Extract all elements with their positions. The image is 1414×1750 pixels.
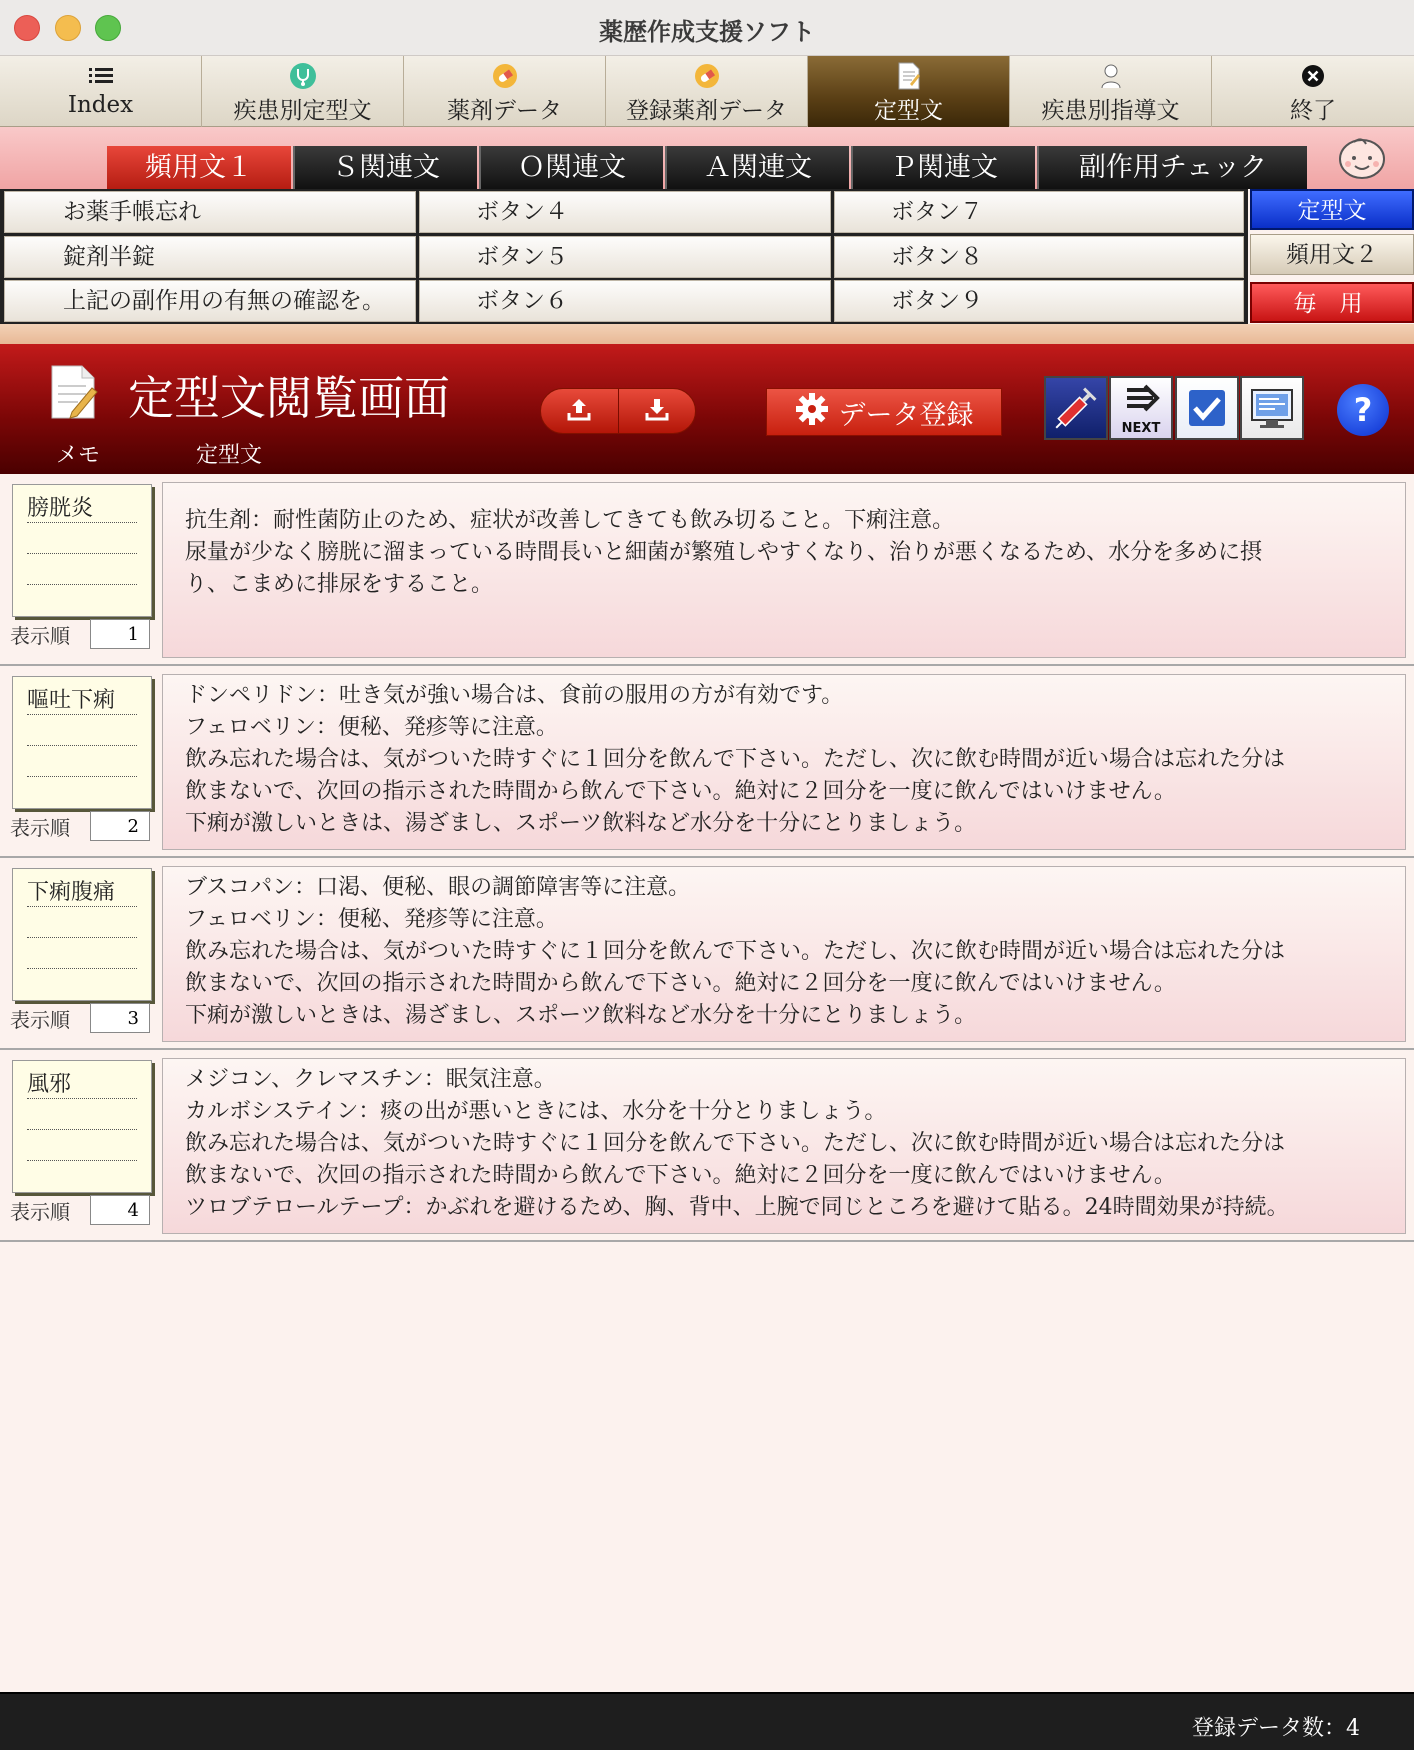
upload-button[interactable] [541, 389, 619, 433]
memo-title: 嘔吐下痢 [27, 688, 116, 713]
order-field[interactable]: 2 [90, 811, 150, 841]
document-icon [895, 62, 923, 90]
quick-button[interactable]: ボタン９ [834, 280, 1244, 322]
memo-line [27, 745, 137, 746]
quick-button[interactable]: ボタン６ [419, 280, 831, 322]
text-line: 飲まないで、次回の指示された時間から飲んで下さい。絶対に２回分を一度に飲んではいけません。 [185, 1163, 1176, 1188]
status-bar [0, 1692, 1414, 1750]
template-record [0, 666, 1414, 858]
nav-label: 疾患別指導文 [1041, 98, 1180, 124]
quick-button[interactable]: お薬手帳忘れ [4, 191, 416, 233]
quick-button[interactable]: ボタン８ [834, 236, 1244, 278]
text-line: メジコン、クレマスチン：眠気注意。 [185, 1067, 556, 1092]
text-line: 抗生剤：耐性菌防止のため、症状が改善してきても飲み切ること。下痢注意。 [185, 508, 955, 533]
pill-icon [693, 62, 721, 90]
text-line: 尿量が少なく膀胱に溜まっている時間長いと細菌が繁殖しやすくなり、治りが悪くなるため、水分を多めに摂 [185, 540, 1263, 565]
upload-icon [566, 396, 592, 426]
side-button-templates[interactable]: 定型文 [1250, 189, 1414, 230]
memo-line [27, 584, 137, 585]
order-label: 表示順 [10, 624, 70, 648]
order-label: 表示順 [10, 1200, 70, 1224]
template-column-label: 定型文 [196, 443, 263, 468]
syringe-button[interactable] [1044, 376, 1108, 440]
nav-label: 薬剤データ [447, 98, 562, 124]
check-button[interactable] [1175, 376, 1239, 440]
window-title: 薬歴作成支援ソフト [599, 18, 815, 46]
nav-exit[interactable] [1212, 56, 1414, 127]
close-icon [1299, 62, 1327, 90]
import-export-group [540, 388, 696, 434]
memo-note[interactable] [12, 1060, 152, 1193]
tab-o-related[interactable]: Ｏ関連文 [479, 146, 663, 189]
baby-face-icon[interactable] [1336, 136, 1388, 180]
order-field[interactable]: 1 [90, 619, 150, 649]
monitor-button[interactable] [1240, 376, 1304, 440]
nav-label: Index [67, 92, 134, 118]
download-button[interactable] [619, 389, 696, 433]
text-line: ツロブテロールテープ：かぶれを避けるため、胸、背中、上腕で同じところを避けて貼る。24時間効果が持続。 [185, 1195, 1289, 1220]
page-title: 定型文閲覧画面 [128, 371, 450, 425]
quick-button[interactable]: ボタン５ [419, 236, 831, 278]
nav-disease-guidance[interactable] [1010, 56, 1212, 127]
title-bar [0, 0, 1414, 56]
memo-line [27, 714, 137, 715]
memo-line [27, 968, 137, 969]
text-line: フェロベリン：便秘、発疹等に注意。 [185, 715, 558, 740]
template-text[interactable] [162, 482, 1406, 658]
memo-line [27, 553, 137, 554]
memo-line [27, 906, 137, 907]
order-field[interactable]: 3 [90, 1003, 150, 1033]
download-icon [644, 396, 670, 426]
order-label: 表示順 [10, 1008, 70, 1032]
memo-line [27, 1098, 137, 1099]
memo-note[interactable] [12, 484, 152, 617]
nav-label: 定型文 [874, 98, 943, 124]
memo-title: 風邪 [27, 1072, 72, 1097]
text-line: 飲み忘れた場合は、気がついた時すぐに１回分を飲んで下さい。ただし、次に飲む時間が近い場合は忘れた分は [185, 1131, 1286, 1156]
memo-line [27, 1160, 137, 1161]
main-nav [0, 56, 1414, 127]
next-arrow-icon [1123, 382, 1163, 418]
pill-icon [491, 62, 519, 90]
data-register-button[interactable] [766, 388, 1002, 436]
tab-side-effect-check[interactable]: 副作用チェック [1037, 146, 1307, 189]
divider-bar [0, 324, 1414, 344]
gear-icon [795, 392, 829, 433]
template-record [0, 1050, 1414, 1242]
template-text[interactable] [162, 866, 1406, 1042]
memo-note[interactable] [12, 868, 152, 1001]
record-count: 登録データ数：4 [1192, 1716, 1360, 1741]
list-icon [87, 62, 115, 90]
monitor-icon [1242, 423, 1302, 442]
tab-s-related[interactable]: Ｓ関連文 [293, 146, 477, 189]
sub-tab-band [0, 127, 1414, 189]
memo-document-icon [46, 362, 102, 422]
tab-a-related[interactable]: Ａ関連文 [665, 146, 849, 189]
memo-line [27, 522, 137, 523]
template-text[interactable] [162, 1058, 1406, 1234]
side-button-usage[interactable]: 毎 用 [1250, 282, 1414, 323]
nav-disease-templates[interactable] [202, 56, 404, 127]
text-line: 飲まないで、次回の指示された時間から飲んで下さい。絶対に２回分を一度に飲んではいけません。 [185, 971, 1176, 996]
text-line: カルボシステイン：痰の出が悪いときには、水分を十分とりましょう。 [185, 1099, 887, 1124]
template-record [0, 474, 1414, 666]
text-line: 飲まないで、次回の指示された時間から飲んで下さい。絶対に２回分を一度に飲んではいけません。 [185, 779, 1176, 804]
side-button-frequent-2[interactable]: 頻用文２ [1250, 234, 1414, 275]
person-icon [1097, 62, 1125, 90]
nav-templates[interactable] [808, 56, 1010, 127]
nav-index[interactable] [0, 56, 202, 127]
template-record [0, 858, 1414, 1050]
tab-p-related[interactable]: Ｐ関連文 [851, 146, 1035, 189]
stethoscope-icon [289, 62, 317, 90]
memo-note[interactable] [12, 676, 152, 809]
help-button[interactable] [1337, 384, 1389, 436]
memo-line [27, 1129, 137, 1130]
text-line: 下痢が激しいときは、湯ざまし、スポーツ飲料など水分を十分にとりましょう。 [185, 1003, 977, 1028]
text-line: 飲み忘れた場合は、気がついた時すぐに１回分を飲んで下さい。ただし、次に飲む時間が近い場合は忘れた分は [185, 747, 1286, 772]
text-line: ドンペリドン：吐き気が強い場合は、食前の服用の方が有効です。 [185, 683, 844, 708]
data-register-label: データ登録 [838, 399, 974, 431]
memo-title: 下痢腹痛 [27, 880, 116, 905]
nav-registered-drug-data[interactable] [606, 56, 808, 127]
order-field[interactable]: 4 [90, 1195, 150, 1225]
text-line: 飲み忘れた場合は、気がついた時すぐに１回分を飲んで下さい。ただし、次に飲む時間が近い場合は忘れた分は [185, 939, 1286, 964]
order-label: 表示順 [10, 816, 70, 840]
question-icon: ? [1353, 391, 1373, 429]
quick-button[interactable]: ボタン４ [419, 191, 831, 233]
tab-frequent-1[interactable]: 頻用文１ [107, 146, 291, 189]
next-label: NEXT [1121, 421, 1161, 436]
nav-label: 終了 [1290, 98, 1336, 124]
quick-button-grid [0, 189, 1248, 324]
memo-title: 膀胱炎 [27, 496, 94, 521]
nav-label: 登録薬剤データ [626, 98, 787, 124]
memo-column-label: メモ [56, 443, 101, 468]
memo-line [27, 776, 137, 777]
text-line: ブスコパン：口渇、便秘、眼の調節障害等に注意。 [185, 875, 691, 900]
quick-button[interactable]: ボタン７ [834, 191, 1244, 233]
memo-line [27, 937, 137, 938]
template-text[interactable] [162, 674, 1406, 850]
nav-label: 疾患別定型文 [233, 98, 372, 124]
syringe-icon [1046, 423, 1106, 442]
checkbox-icon [1177, 423, 1237, 442]
text-line: フェロベリン：便秘、発疹等に注意。 [185, 907, 558, 932]
quick-button[interactable]: 錠剤半錠 [4, 236, 416, 278]
quick-button[interactable]: 上記の副作用の有無の確認を。 [4, 280, 416, 322]
next-button[interactable] [1109, 376, 1173, 440]
text-line: 下痢が激しいときは、湯ざまし、スポーツ飲料など水分を十分にとりましょう。 [185, 811, 977, 836]
nav-drug-data[interactable] [404, 56, 606, 127]
text-line: り、こまめに排尿をすること。 [185, 572, 494, 597]
